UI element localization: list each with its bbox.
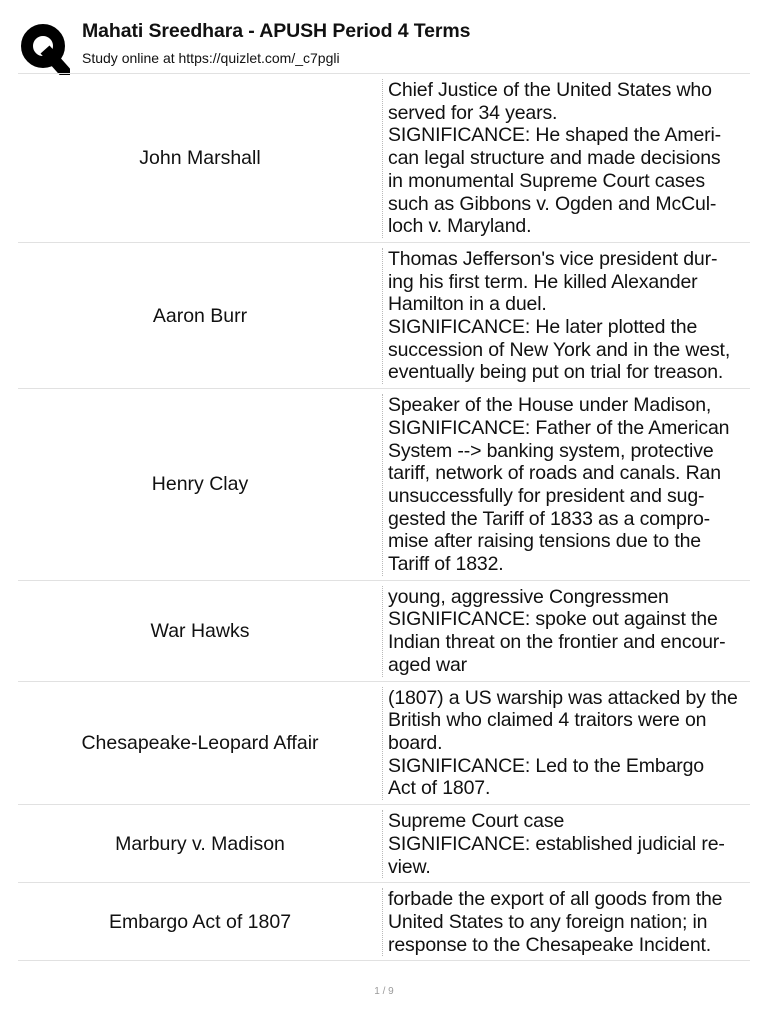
definition-text xyxy=(384,79,750,238)
definition-line: ing his first term. He killed Alexander xyxy=(388,270,698,293)
definition-text xyxy=(384,888,750,956)
definition-line: Supreme Court case xyxy=(388,810,565,833)
definition-text xyxy=(384,248,750,384)
flashcard-row xyxy=(18,581,750,682)
term-text: Marbury v. Madison xyxy=(115,832,285,855)
definition-line: young, aggressive Congressmen xyxy=(388,585,669,608)
definition-text xyxy=(384,810,750,878)
definition-line: SIGNIFICANCE: spoke out against the xyxy=(388,608,718,631)
definition-line: such as Gibbons v. Ogden and McCul- xyxy=(388,192,717,215)
page-indicator: 1 / 9 xyxy=(374,986,394,997)
term-text: War Hawks xyxy=(150,619,250,642)
flashcard-row xyxy=(18,682,750,806)
definition-text xyxy=(384,394,750,576)
definition-line: Speaker of the House under Madison, xyxy=(388,394,712,417)
definition-line: loch v. Maryland. xyxy=(388,215,532,238)
flashcard-row xyxy=(18,74,750,243)
definition-line: SIGNIFICANCE: He shaped the Ameri- xyxy=(388,124,722,147)
definition-line: (1807) a US warship was attacked by the xyxy=(388,686,738,709)
definition-text xyxy=(384,687,750,801)
definition-line: Indian threat on the frontier and encour- xyxy=(388,631,726,654)
term-text: Aaron Burr xyxy=(152,304,248,327)
flashcard-row xyxy=(18,389,750,581)
definition-line: SIGNIFICANCE: established judicial re- xyxy=(388,832,725,855)
definition-line: unsuccessfully for president and sug- xyxy=(388,484,705,507)
definition-line: SIGNIFICANCE: He later plotted the xyxy=(388,316,698,339)
definition-line: Act of 1807. xyxy=(388,777,491,800)
definition-line: SIGNIFICANCE: Led to the Embargo xyxy=(388,754,704,777)
definition-line: gested the Tariff of 1833 as a compro- xyxy=(388,507,711,530)
definition-line: United States to any foreign nation; in xyxy=(388,910,708,933)
term-text: John Marshall xyxy=(139,146,261,169)
term-text: Chesapeake-Leopard Affair xyxy=(81,731,319,754)
flashcard-row xyxy=(18,883,750,961)
definition-line: British who claimed 4 traitors were on xyxy=(388,709,707,732)
definition-line: succession of New York and in the west, xyxy=(388,338,731,361)
definition-line: response to the Chesapeake Incident. xyxy=(388,933,712,956)
page-title: Mahati Sreedhara - APUSH Period 4 Terms xyxy=(82,20,471,42)
definition-text xyxy=(384,586,750,677)
definition-line: view. xyxy=(388,855,431,878)
definition-line: eventually being put on trial for treason. xyxy=(388,361,724,384)
flashcard-row xyxy=(18,243,750,389)
definition-line: SIGNIFICANCE: Father of the American xyxy=(388,416,730,439)
definition-line: Thomas Jefferson's vice president dur- xyxy=(388,247,718,270)
definition-line: in monumental Supreme Court cases xyxy=(388,169,705,192)
flashcard-table xyxy=(18,73,750,961)
flashcard-row xyxy=(18,805,750,883)
definition-line: Chief Justice of the United States who xyxy=(388,79,712,101)
term-text: Embargo Act of 1807 xyxy=(108,910,292,933)
definition-line: System --> banking system, protective xyxy=(388,439,714,462)
definition-line: aged war xyxy=(388,653,468,676)
definition-line: tariff, network of roads and canals. Ran xyxy=(388,462,721,485)
quizlet-logo-icon[interactable] xyxy=(20,23,70,75)
definition-line: served for 34 years. xyxy=(388,101,558,124)
definition-line: board. xyxy=(388,731,443,754)
definition-line: mise after raising tensions due to the xyxy=(388,530,701,553)
definition-line: forbade the export of all goods from the xyxy=(388,888,723,911)
definition-line: Hamilton in a duel. xyxy=(388,293,547,316)
definition-line: Tariff of 1832. xyxy=(388,553,504,576)
page-header xyxy=(20,18,750,74)
study-online-link[interactable]: Study online at https://quizlet.com/_c7pgli xyxy=(82,50,340,66)
term-text: Henry Clay xyxy=(151,473,249,496)
definition-line: can legal structure and made decisions xyxy=(388,147,721,170)
